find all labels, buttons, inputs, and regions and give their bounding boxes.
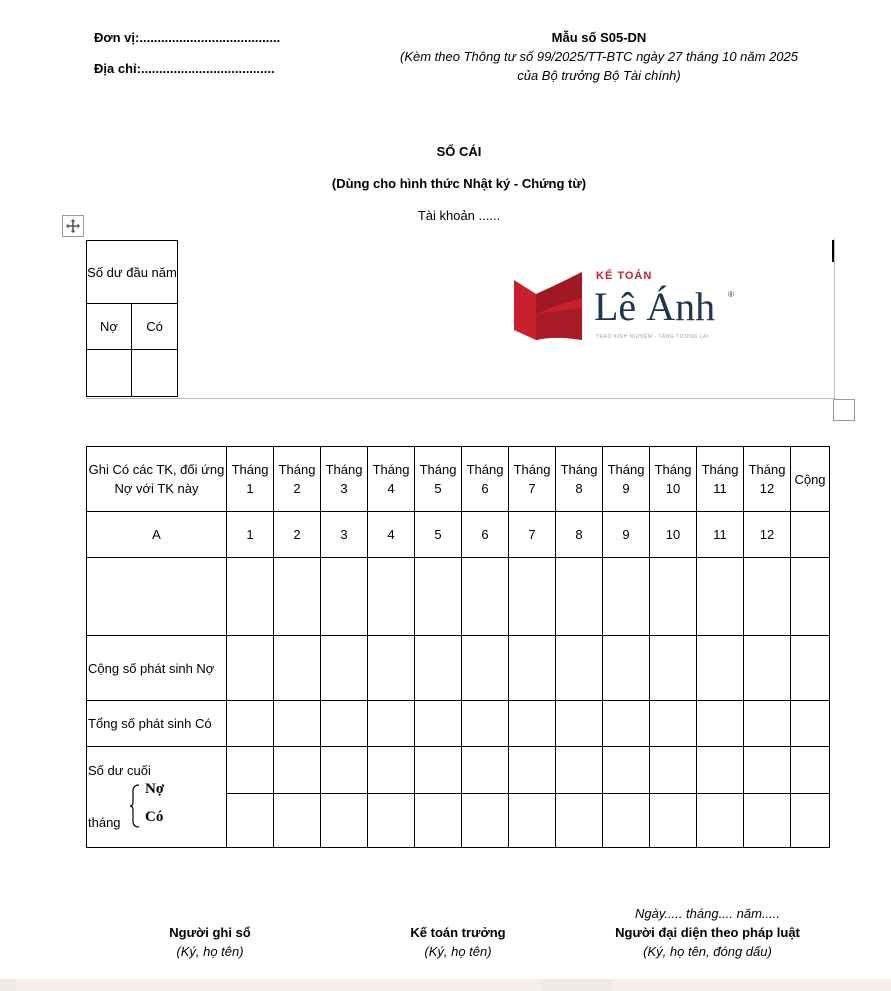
legal-rep-title: Người đại diện theo pháp luật: [615, 925, 800, 940]
table-cell[interactable]: [227, 794, 274, 848]
month-header: Tháng 1: [227, 447, 274, 512]
table-cell[interactable]: [697, 636, 744, 701]
table-cell[interactable]: [227, 636, 274, 701]
table-cell[interactable]: [744, 794, 791, 848]
month-header: Tháng 5: [415, 447, 462, 512]
month-header: Tháng 11: [697, 447, 744, 512]
table-cell[interactable]: [462, 558, 509, 636]
index-cell: 11: [697, 512, 744, 558]
table-cell[interactable]: [556, 558, 603, 636]
table-cell[interactable]: [697, 747, 744, 794]
table-cell[interactable]: [509, 558, 556, 636]
opening-balance-label: Số dư đầu năm: [86, 240, 178, 304]
table-resize-handle[interactable]: [833, 399, 855, 421]
table-cell[interactable]: [744, 558, 791, 636]
table-cell[interactable]: [650, 747, 697, 794]
form-number: Mẫu số S05-DN: [551, 30, 647, 45]
bottom-segment: [16, 979, 542, 991]
unit-label: Đơn vị:.......................................: [94, 30, 281, 45]
date-line: Ngày..... tháng.... năm.....: [635, 906, 780, 921]
closing-debit-label: Nợ: [145, 781, 165, 797]
table-cell[interactable]: [650, 636, 697, 701]
logo-slogan: TRAO KINH NGHIỆM - TẶNG TƯƠNG LAI: [596, 334, 709, 340]
table-cell[interactable]: [556, 794, 603, 848]
table-cell[interactable]: [415, 794, 462, 848]
index-cell: 9: [603, 512, 650, 558]
table-cell[interactable]: [650, 794, 697, 848]
ledger-header-row: [87, 447, 830, 512]
table-cell[interactable]: [415, 747, 462, 794]
chief-accountant-sub: (Ký, họ tên): [424, 944, 492, 959]
table-cell[interactable]: [368, 701, 415, 747]
closing-credit-label: Có: [145, 809, 164, 825]
index-cell: 12: [744, 512, 791, 558]
month-header: Tháng 4: [368, 447, 415, 512]
table-cell[interactable]: [462, 701, 509, 747]
table-cell[interactable]: [227, 747, 274, 794]
table-cell[interactable]: [603, 794, 650, 848]
table-cell[interactable]: [697, 558, 744, 636]
total-credit-label: Tổng số phát sinh Có: [87, 701, 227, 747]
table-cell[interactable]: [321, 558, 368, 636]
page-subtitle: (Dùng cho hình thức Nhật ký - Chứng từ): [331, 176, 587, 191]
table-cell[interactable]: [556, 636, 603, 701]
account-column-header: Ghi Có các TK, đối ứng Nợ với TK này: [87, 447, 227, 512]
ke-toan-le-anh-logo: [510, 268, 750, 348]
month-header: Tháng 12: [744, 447, 791, 512]
closing-balance-label-cell: [87, 747, 227, 848]
total-credit-row: [87, 701, 830, 747]
month-header: Tháng 10: [650, 447, 697, 512]
table-cell[interactable]: [697, 794, 744, 848]
table-cell[interactable]: [603, 701, 650, 747]
month-header: Tháng 2: [274, 447, 321, 512]
table-cell[interactable]: [509, 794, 556, 848]
table-cell[interactable]: [697, 701, 744, 747]
table-cell[interactable]: [603, 747, 650, 794]
brace-icon: [129, 783, 141, 829]
table-cell[interactable]: [415, 636, 462, 701]
table-cell[interactable]: [556, 747, 603, 794]
legal-rep-sub: (Ký, họ tên, đóng dấu): [643, 944, 772, 959]
logo-mark-icon: [510, 268, 590, 348]
index-cell: 4: [368, 512, 415, 558]
recorder-title: Người ghi sổ: [169, 925, 251, 940]
table-cell[interactable]: [87, 558, 227, 636]
table-cell[interactable]: [321, 747, 368, 794]
index-cell: 6: [462, 512, 509, 558]
table-cell[interactable]: [791, 701, 830, 747]
index-cell: 8: [556, 512, 603, 558]
bottom-segment: [612, 979, 891, 991]
index-cell: 1: [227, 512, 274, 558]
recorder-sub: (Ký, họ tên): [176, 944, 244, 959]
table-cell[interactable]: [321, 636, 368, 701]
logo-tagline: KẾ TOÁN: [596, 270, 653, 282]
table-cell[interactable]: [415, 701, 462, 747]
table-cell[interactable]: [368, 636, 415, 701]
table-cell[interactable]: [650, 701, 697, 747]
table-cell[interactable]: [368, 794, 415, 848]
index-cell: 2: [274, 512, 321, 558]
index-cell: 3: [321, 512, 368, 558]
table-cell[interactable]: [274, 701, 321, 747]
opening-credit-label: Có: [131, 303, 178, 350]
month-header: Tháng 6: [462, 447, 509, 512]
table-cell[interactable]: [791, 794, 830, 848]
table-cell[interactable]: [462, 747, 509, 794]
table-cell[interactable]: [791, 558, 830, 636]
regulation-line-1: (Kèm theo Thông tư số 99/2025/TT-BTC ngày 27 tháng 10 năm 2025: [399, 49, 798, 64]
index-cell: 5: [415, 512, 462, 558]
total-debit-label: Cộng số phát sinh Nợ: [87, 636, 227, 701]
table-cell[interactable]: [603, 636, 650, 701]
table-cell[interactable]: [274, 636, 321, 701]
table-cell[interactable]: [509, 636, 556, 701]
index-cell: 10: [650, 512, 697, 558]
month-header: Tháng 8: [556, 447, 603, 512]
table-cell[interactable]: [791, 512, 830, 558]
table-move-handle[interactable]: [62, 215, 84, 237]
total-debit-row: [87, 636, 830, 701]
table-cell[interactable]: [274, 558, 321, 636]
total-column-header: Cộng: [791, 447, 830, 512]
ledger-entry-row: [87, 558, 830, 636]
text-cursor: [832, 240, 834, 262]
address-label: Địa chỉ:.....................................: [94, 61, 275, 76]
table-cell[interactable]: [368, 558, 415, 636]
table-cell[interactable]: [227, 701, 274, 747]
table-cell[interactable]: [603, 558, 650, 636]
page-title: SỔ CÁI: [436, 144, 482, 159]
table-cell[interactable]: [274, 747, 321, 794]
month-header: Tháng 7: [509, 447, 556, 512]
table-cell[interactable]: [274, 794, 321, 848]
table-cell[interactable]: [321, 794, 368, 848]
closing-balance-label: Số dư cuối: [88, 763, 151, 778]
table-cell[interactable]: [744, 747, 791, 794]
table-cell[interactable]: [791, 636, 830, 701]
logo-brand: Lê Ánh: [594, 284, 716, 329]
account-line: Tài khoản ......: [417, 208, 501, 223]
opening-debit-value[interactable]: [86, 349, 132, 397]
table-cell[interactable]: [509, 747, 556, 794]
ledger-index-row: [87, 512, 830, 558]
index-cell: A: [87, 512, 227, 558]
table-cell[interactable]: [744, 636, 791, 701]
table-cell[interactable]: [744, 701, 791, 747]
closing-debit-row: [87, 747, 830, 794]
move-icon: [65, 218, 81, 234]
table-cell[interactable]: [509, 701, 556, 747]
table-cell[interactable]: [227, 558, 274, 636]
opening-credit-value[interactable]: [131, 349, 178, 397]
regulation-line-2: của Bộ trưởng Bộ Tài chính): [517, 68, 681, 83]
table-cell[interactable]: [415, 558, 462, 636]
table-cell[interactable]: [791, 747, 830, 794]
month-header: Tháng 3: [321, 447, 368, 512]
closing-month-label: tháng: [88, 815, 121, 830]
table-cell[interactable]: [556, 701, 603, 747]
month-header: Tháng 9: [603, 447, 650, 512]
table-cell[interactable]: [321, 701, 368, 747]
table-cell[interactable]: [462, 794, 509, 848]
ledger-table: [86, 446, 830, 848]
table-cell[interactable]: [650, 558, 697, 636]
index-cell: 7: [509, 512, 556, 558]
opening-debit-label: Nợ: [86, 303, 132, 350]
logo-registered: ®: [728, 290, 734, 299]
table-cell[interactable]: [462, 636, 509, 701]
chief-accountant-title: Kế toán trưởng: [410, 925, 506, 940]
table-cell[interactable]: [368, 747, 415, 794]
